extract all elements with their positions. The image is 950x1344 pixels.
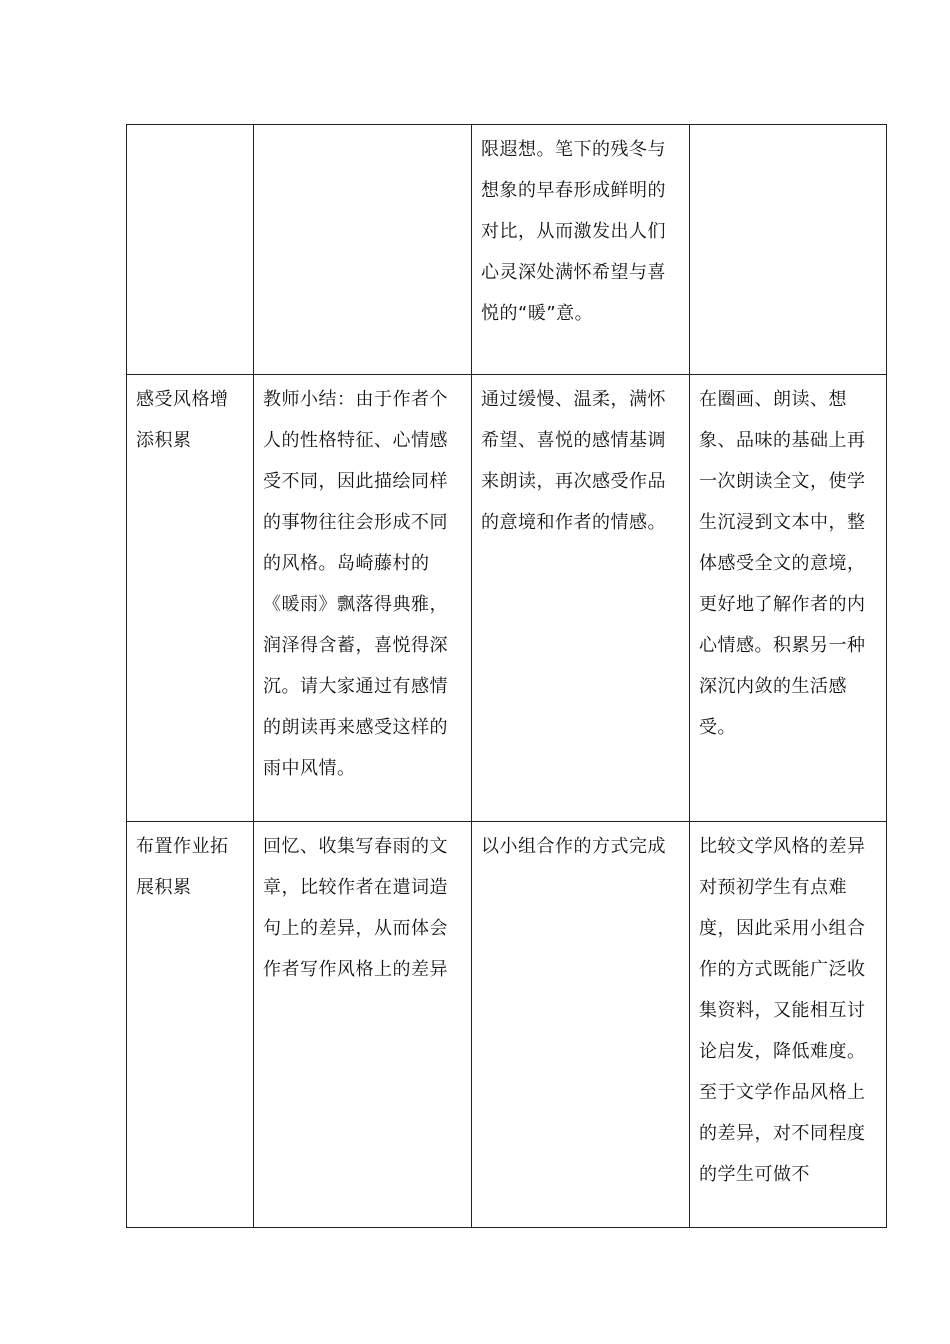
- design-intent-cell: [690, 822, 887, 1228]
- design-intent-paragraph: 比较文学风格的差异对预初学生有点难度，因此采用小组合作的方式既能广泛收集资料，又能相互讨论启发，降低难度。: [699, 836, 866, 1062]
- design-intent-paragraph: 至于文学作品风格上的差异，对不同程度的学生可做不: [699, 1082, 866, 1185]
- student-activity-cell: 限遐想。笔下的残冬与想象的早春形成鲜明的对比，从而激发出人们心灵深处满怀希望与喜悦的“暖”意。: [472, 125, 690, 375]
- table-row: [127, 375, 887, 822]
- teacher-activity-cell: [254, 125, 472, 375]
- stage-cell: [127, 125, 254, 375]
- lesson-plan-table: [126, 124, 887, 1228]
- design-intent-cell: 在圈画、朗读、想象、品味的基础上再一次朗读全文，使学生沉浸到文本中，整体感受全文的意境，更好地了解作者的内心情感。积累另一种深沉内敛的生活感受。: [690, 375, 887, 822]
- stage-cell: 感受风格增添积累: [127, 375, 254, 822]
- teacher-activity-cell: 回忆、收集写春雨的文章，比较作者在遣词造句上的差异，从而体会作者写作风格上的差异: [254, 822, 472, 1228]
- teacher-activity-cell: 教师小结：由于作者个人的性格特征、心情感受不同，因此描绘同样的事物往往会形成不同的风格。岛崎藤村的《暖雨》飘落得典雅，润泽得含蓄，喜悦得深沉。请大家通过有感情的朗读再来感受这样的雨中风情。: [254, 375, 472, 822]
- table-row: [127, 822, 887, 1228]
- student-activity-cell: 通过缓慢、温柔，满怀希望、喜悦的感情基调来朗读，再次感受作品的意境和作者的情感。: [472, 375, 690, 822]
- student-activity-cell: 以小组合作的方式完成: [472, 822, 690, 1228]
- design-intent-cell: [690, 125, 887, 375]
- stage-cell: 布置作业拓展积累: [127, 822, 254, 1228]
- table-row: [127, 125, 887, 375]
